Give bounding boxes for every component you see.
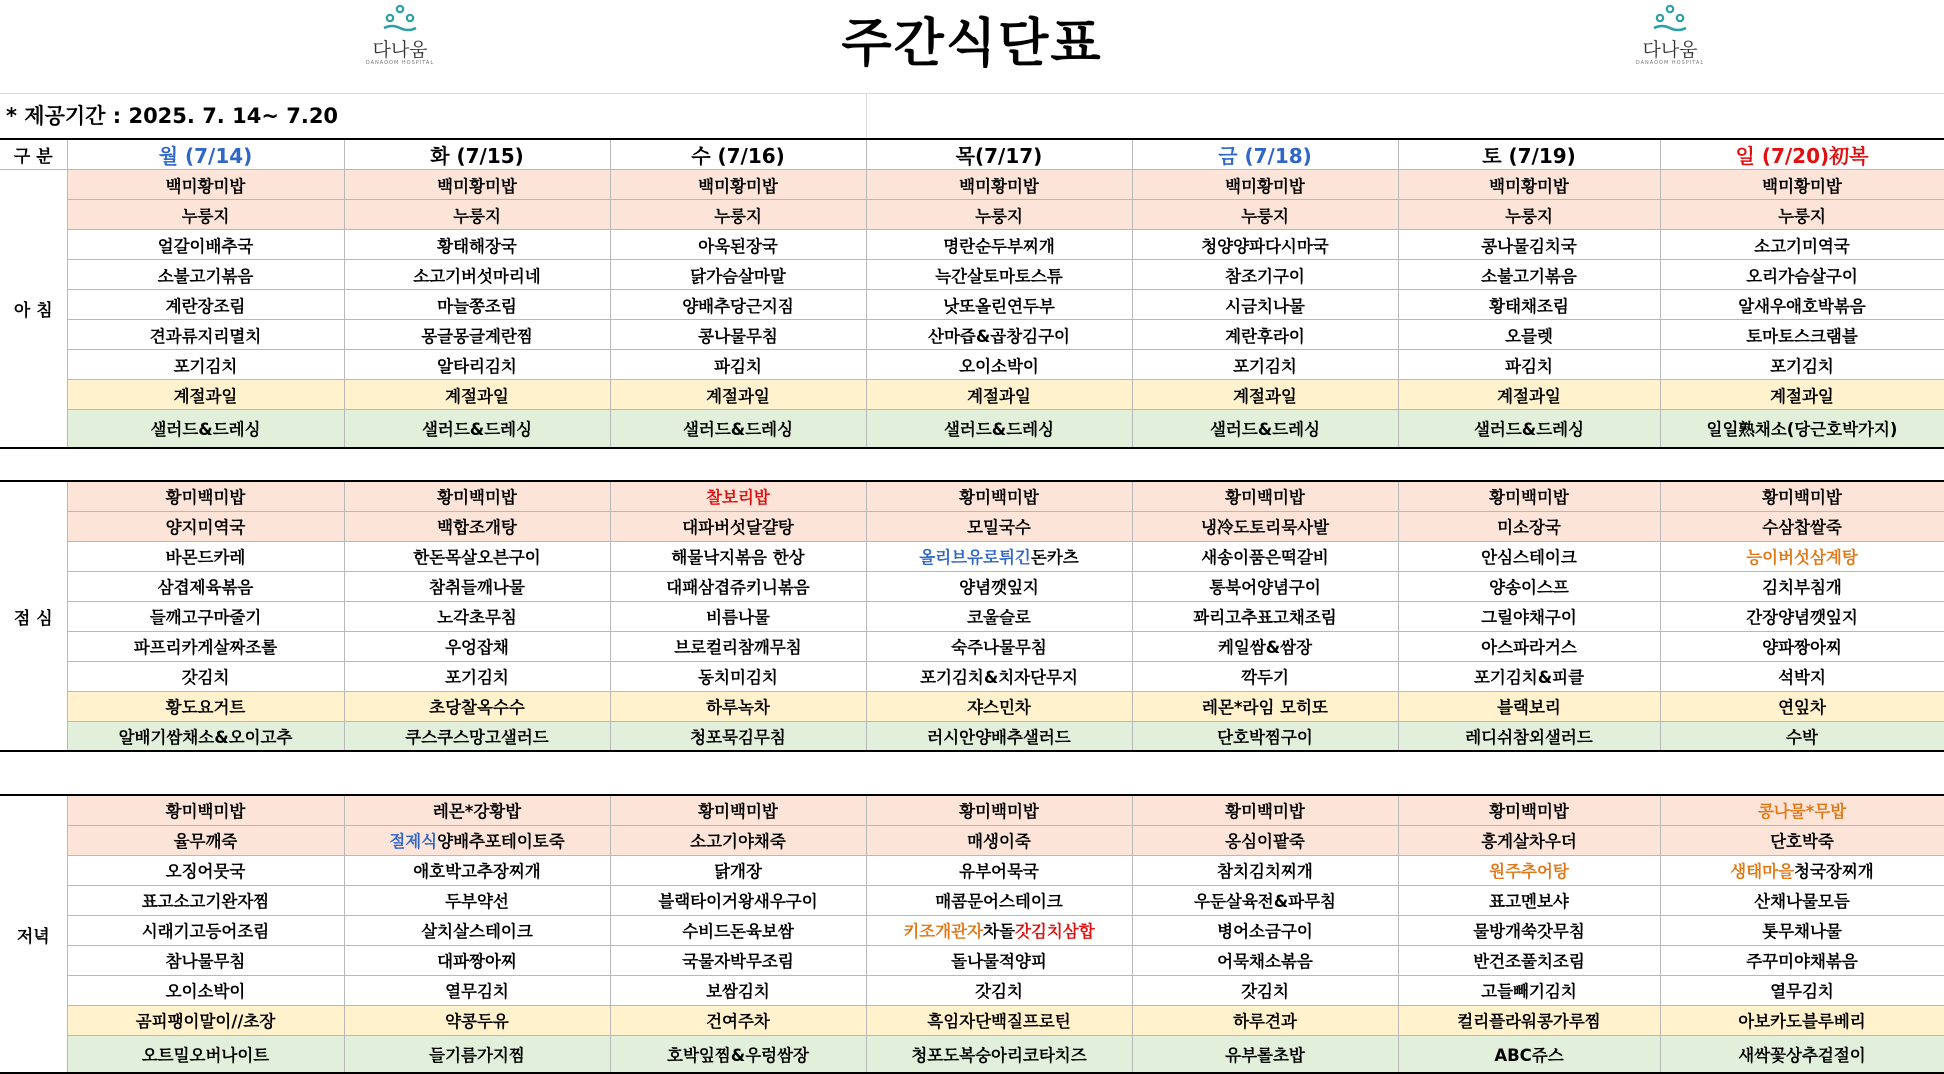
period-label: * 제공기간 : 2025. 7. 14~ 7.20 — [6, 104, 339, 128]
menu-cell — [1660, 855, 1944, 885]
menu-cell: 포기김치 — [344, 661, 610, 691]
menu-cell: 초당찰옥수수 — [344, 691, 610, 721]
menu-cell: 유부어묵국 — [866, 855, 1132, 885]
menu-row — [0, 795, 1944, 825]
day-header-text: 금 (7/18) — [1218, 144, 1312, 168]
menu-cell: 참조기구이 — [1132, 260, 1398, 290]
menu-cell: 모밀국수 — [866, 511, 1132, 541]
menu-cell: 컬리플라워콩가루찜 — [1398, 1005, 1660, 1035]
menu-cell: 미소장국 — [1398, 511, 1660, 541]
day-header-text: 화 (7/15) — [430, 144, 524, 168]
menu-cell: 건여주차 — [610, 1005, 866, 1035]
menu-row — [0, 320, 1944, 350]
menu-cell: 일일熟채소(당근호박가지) — [1660, 410, 1944, 448]
menu-cell: 주꾸미야채볶음 — [1660, 945, 1944, 975]
day-header-text: 토 (7/19) — [1482, 144, 1576, 168]
menu-row — [0, 631, 1944, 661]
menu-cell: 늑간살토마토스튜 — [866, 260, 1132, 290]
menu-cell: 계절과일 — [1398, 380, 1660, 410]
menu-cell: 알새우애호박볶음 — [1660, 290, 1944, 320]
menu-cell: 계절과일 — [67, 380, 344, 410]
menu-cell: 비름나물 — [610, 601, 866, 631]
menu-text-part: 원주추어탕 — [1489, 862, 1569, 881]
menu-cell: 황미백미밥 — [866, 481, 1132, 511]
menu-cell: 삼겹제육볶음 — [67, 571, 344, 601]
menu-cell: 산채나물모듬 — [1660, 885, 1944, 915]
menu-cell — [344, 825, 610, 855]
logo-name-en: DANAOOM HOSPITAL — [365, 60, 435, 66]
menu-cell: 누룽지 — [67, 200, 344, 230]
menu-cell: 노각초무침 — [344, 601, 610, 631]
menu-cell: 샐러드&드레싱 — [610, 410, 866, 448]
menu-cell: 청양양파다시마국 — [1132, 230, 1398, 260]
menu-row — [0, 170, 1944, 200]
menu-table-0 — [0, 138, 1944, 449]
menu-cell: 수비드돈육보쌈 — [610, 915, 866, 945]
menu-row — [0, 721, 1944, 751]
menu-cell: 유부롤초밥 — [1132, 1035, 1398, 1073]
header-row — [0, 139, 1944, 170]
menu-cell: 연잎차 — [1660, 691, 1944, 721]
menu-cell: 수박 — [1660, 721, 1944, 751]
menu-cell: 아욱된장국 — [610, 230, 866, 260]
menu-row — [0, 601, 1944, 631]
menu-cell: 포기김치 — [1660, 350, 1944, 380]
menu-cell: 양배추당근지짐 — [610, 290, 866, 320]
menu-cell: 물방개쑥갓무침 — [1398, 915, 1660, 945]
menu-cell: 누룽지 — [610, 200, 866, 230]
menu-cell: 계절과일 — [866, 380, 1132, 410]
menu-cell: 누룽지 — [344, 200, 610, 230]
menu-cell — [1398, 855, 1660, 885]
menu-cell — [866, 915, 1132, 945]
menu-row — [0, 855, 1944, 885]
menu-cell: 황도요거트 — [67, 691, 344, 721]
menu-cell: 안심스테이크 — [1398, 541, 1660, 571]
menu-cell: 황태채조림 — [1398, 290, 1660, 320]
day-header — [1398, 139, 1660, 170]
menu-cell: 황미백미밥 — [67, 795, 344, 825]
menu-cell: 양지미역국 — [67, 511, 344, 541]
menu-cell: 알타리김치 — [344, 350, 610, 380]
menu-cell: 참치김치찌개 — [1132, 855, 1398, 885]
menu-cell: 계란후라이 — [1132, 320, 1398, 350]
menu-cell: 블랙보리 — [1398, 691, 1660, 721]
day-header-text: 목(7/17) — [955, 144, 1043, 168]
menu-cell: 국물자박무조림 — [610, 945, 866, 975]
menu-cell: 마늘쫑조림 — [344, 290, 610, 320]
menu-cell: 몽글몽글계란찜 — [344, 320, 610, 350]
menu-cell: 코울슬로 — [866, 601, 1132, 631]
menu-cell: 오이소박이 — [67, 975, 344, 1005]
menu-cell: 우둔살육전&파무침 — [1132, 885, 1398, 915]
menu-cell: 열무김치 — [344, 975, 610, 1005]
menu-cell: 황미백미밥 — [1132, 481, 1398, 511]
menu-cell: 쿠스쿠스망고샐러드 — [344, 721, 610, 751]
menu-cell: 백미황미밥 — [1660, 170, 1944, 200]
meal-label: 아 침 — [0, 170, 67, 448]
menu-cell: 아보카도블루베리 — [1660, 1005, 1944, 1035]
menu-cell: 백미황미밥 — [67, 170, 344, 200]
menu-cell: 얼갈이배추국 — [67, 230, 344, 260]
menu-cell: 황미백미밥 — [1398, 481, 1660, 511]
menu-cell: 백미황미밥 — [610, 170, 866, 200]
menu-cell: 소고기미역국 — [1660, 230, 1944, 260]
menu-cell: 두부약선 — [344, 885, 610, 915]
menu-cell: 러시안양배추샐러드 — [866, 721, 1132, 751]
menu-row — [0, 915, 1944, 945]
menu-text-part: 콩나물*무밥 — [1757, 802, 1847, 822]
menu-cell: 포기김치&치자단무지 — [866, 661, 1132, 691]
menu-text-part: 청국장찌개 — [1794, 862, 1874, 881]
menu-cell: 대파짱아찌 — [344, 945, 610, 975]
category-header: 구 분 — [0, 139, 67, 170]
menu-cell: 오징어뭇국 — [67, 855, 344, 885]
menu-text-part: 키조개관자 — [903, 922, 984, 941]
menu-cell: 갓김치 — [866, 975, 1132, 1005]
divider — [866, 94, 867, 138]
menu-cell: 파김치 — [610, 350, 866, 380]
menu-cell: 양파짱아찌 — [1660, 631, 1944, 661]
menu-cell: 갓김치 — [67, 661, 344, 691]
menu-cell: 포기김치&피클 — [1398, 661, 1660, 691]
menu-cell: 오트밀오버나이트 — [67, 1035, 344, 1073]
menu-cell: 참취들깨나물 — [344, 571, 610, 601]
menu-cell: 고들빼기김치 — [1398, 975, 1660, 1005]
menu-cell — [866, 541, 1132, 571]
menu-cell: 꽈리고추표고채조림 — [1132, 601, 1398, 631]
day-header — [344, 139, 610, 170]
menu-cell: 흥게살차우더 — [1398, 825, 1660, 855]
menu-cell: 샐러드&드레싱 — [1132, 410, 1398, 448]
menu-cell: 갓김치 — [1132, 975, 1398, 1005]
menu-cell: 블랙타이거왕새우구이 — [610, 885, 866, 915]
menu-text-part: 양배추포테이토죽 — [437, 832, 565, 851]
menu-cell: 토마토스크램블 — [1660, 320, 1944, 350]
menu-cell: 톳무채나물 — [1660, 915, 1944, 945]
menu-cell: 대파버섯달걀탕 — [610, 511, 866, 541]
menu-cell: 율무깨죽 — [67, 825, 344, 855]
menu-row — [0, 541, 1944, 571]
menu-cell: 백미황미밥 — [866, 170, 1132, 200]
menu-cell: 계란장조림 — [67, 290, 344, 320]
menu-cell: 황태해장국 — [344, 230, 610, 260]
divider — [0, 93, 1944, 94]
menu-cell: 깍두기 — [1132, 661, 1398, 691]
menu-row — [0, 230, 1944, 260]
menu-row — [0, 825, 1944, 855]
day-header-text: (7/14) — [178, 144, 253, 168]
menu-cell: 한돈목살오븐구이 — [344, 541, 610, 571]
menu-text-part: 찰보리밥 — [706, 488, 770, 508]
menu-row — [0, 290, 1944, 320]
menu-cell: 콩나물김치국 — [1398, 230, 1660, 260]
menu-cell: 어묵채소볶음 — [1132, 945, 1398, 975]
menu-row — [0, 661, 1944, 691]
menu-cell: 병어소금구이 — [1132, 915, 1398, 945]
menu-cell: 오이소박이 — [866, 350, 1132, 380]
menu-row — [0, 691, 1944, 721]
menu-cell: 우엉잡채 — [344, 631, 610, 661]
menu-cell: 매생이죽 — [866, 825, 1132, 855]
menu-cell: 간장양념깻잎지 — [1660, 601, 1944, 631]
menu-cell: 김치부침개 — [1660, 571, 1944, 601]
menu-text-part: 능이버섯삼계탕 — [1746, 548, 1858, 567]
menu-cell: 옹심이팥죽 — [1132, 825, 1398, 855]
menu-row — [0, 1005, 1944, 1035]
menu-cell: 새송이품은떡갈비 — [1132, 541, 1398, 571]
menu-cell: 표고멘보샤 — [1398, 885, 1660, 915]
menu-table-2 — [0, 794, 1944, 1074]
menu-cell: 백미황미밥 — [1132, 170, 1398, 200]
menu-cell: 누룽지 — [866, 200, 1132, 230]
menu-cell: 계절과일 — [1660, 380, 1944, 410]
day-header-text: 월 — [158, 144, 179, 168]
menu-cell: 백합조개탕 — [344, 511, 610, 541]
menu-cell: 누룽지 — [1660, 200, 1944, 230]
menu-cell: 샐러드&드레싱 — [1398, 410, 1660, 448]
day-header — [67, 139, 344, 170]
menu-cell: 흑임자단백질프로틴 — [866, 1005, 1132, 1035]
menu-cell: 청포도복숭아리코타치즈 — [866, 1035, 1132, 1073]
menu-cell: 돌나물적양피 — [866, 945, 1132, 975]
menu-text-part: 차돌 — [983, 922, 1015, 941]
menu-cell: 누룽지 — [1398, 200, 1660, 230]
menu-cell: ABC쥬스 — [1398, 1035, 1660, 1073]
menu-row — [0, 350, 1944, 380]
menu-cell: 명란순두부찌개 — [866, 230, 1132, 260]
menu-cell: 계절과일 — [1132, 380, 1398, 410]
menu-row — [0, 260, 1944, 290]
menu-cell: 쟈스민차 — [866, 691, 1132, 721]
menu-cell: 브로컬리참깨무침 — [610, 631, 866, 661]
menu-text-part: 돈카츠 — [1030, 548, 1079, 567]
menu-cell: 소불고기볶음 — [1398, 260, 1660, 290]
menu-cell: 시금치나물 — [1132, 290, 1398, 320]
menu-cell: 알배기쌈채소&오이고추 — [67, 721, 344, 751]
menu-cell: 아스파라거스 — [1398, 631, 1660, 661]
menu-cell: 레몬*강황밥 — [344, 795, 610, 825]
menu-cell: 황미백미밥 — [344, 481, 610, 511]
menu-cell: 포기김치 — [67, 350, 344, 380]
menu-cell: 황미백미밥 — [1660, 481, 1944, 511]
menu-cell: 살치살스테이크 — [344, 915, 610, 945]
menu-cell: 산마즙&곱창김구이 — [866, 320, 1132, 350]
menu-cell: 해물낙지볶음 한상 — [610, 541, 866, 571]
menu-table-1 — [0, 480, 1944, 752]
menu-cell: 열무김치 — [1660, 975, 1944, 1005]
meal-label: 점 심 — [0, 481, 67, 751]
menu-cell: 보쌈김치 — [610, 975, 866, 1005]
menu-cell: 백미황미밥 — [344, 170, 610, 200]
day-header — [610, 139, 866, 170]
menu-cell: 들기름가지찜 — [344, 1035, 610, 1073]
menu-cell: 참나물무침 — [67, 945, 344, 975]
menu-row — [0, 945, 1944, 975]
page-title: 주간식단표 — [841, 14, 1103, 74]
menu-cell — [1660, 795, 1944, 825]
menu-cell: 매콤문어스테이크 — [866, 885, 1132, 915]
menu-cell: 냉冷도토리묵사발 — [1132, 511, 1398, 541]
menu-cell: 황미백미밥 — [67, 481, 344, 511]
menu-cell: 애호박고추장찌개 — [344, 855, 610, 885]
menu-cell: 들깨고구마줄기 — [67, 601, 344, 631]
menu-cell: 호박잎찜&우렁쌈장 — [610, 1035, 866, 1073]
menu-cell: 약콩두유 — [344, 1005, 610, 1035]
menu-cell: 바몬드카레 — [67, 541, 344, 571]
menu-cell — [1660, 541, 1944, 571]
menu-cell: 닭개장 — [610, 855, 866, 885]
menu-text-part: 올리브유로튀긴 — [919, 548, 1031, 567]
menu-cell: 황미백미밥 — [1398, 795, 1660, 825]
menu-cell: 석박지 — [1660, 661, 1944, 691]
menu-cell: 곰피팽이말이//초장 — [67, 1005, 344, 1035]
menu-cell: 단호박찜구이 — [1132, 721, 1398, 751]
menu-cell: 양념깻잎지 — [866, 571, 1132, 601]
menu-cell: 소고기버섯마리네 — [344, 260, 610, 290]
menu-cell: 케일쌈&쌈장 — [1132, 631, 1398, 661]
menu-cell — [610, 481, 866, 511]
menu-row — [0, 481, 1944, 511]
menu-cell: 숙주나물무침 — [866, 631, 1132, 661]
menu-cell: 하루녹차 — [610, 691, 866, 721]
logo-name-ko: 다나움 — [372, 39, 428, 61]
menu-cell: 양송이스프 — [1398, 571, 1660, 601]
logo-name-en: DANAOOM HOSPITAL — [1635, 60, 1705, 66]
meal-label: 저녁 — [0, 795, 67, 1073]
menu-cell: 황미백미밥 — [610, 795, 866, 825]
day-header-text: 수 (7/16) — [691, 144, 785, 168]
day-header — [866, 139, 1132, 170]
menu-cell: 레디쉬참외샐러드 — [1398, 721, 1660, 751]
day-header-text: 일 (7/20)初복 — [1735, 144, 1869, 168]
menu-row — [0, 410, 1944, 448]
menu-text-part: 생태마을 — [1730, 862, 1795, 881]
menu-cell: 포기김치 — [1132, 350, 1398, 380]
menu-cell: 백미황미밥 — [1398, 170, 1660, 200]
menu-cell: 레몬*라임 모히또 — [1132, 691, 1398, 721]
menu-cell: 파김치 — [1398, 350, 1660, 380]
menu-cell: 계절과일 — [344, 380, 610, 410]
menu-cell: 표고소고기완자찜 — [67, 885, 344, 915]
menu-text-part: 갓김치삼합 — [1014, 922, 1095, 941]
menu-cell: 샐러드&드레싱 — [866, 410, 1132, 448]
menu-cell: 황미백미밥 — [866, 795, 1132, 825]
menu-row — [0, 1035, 1944, 1073]
menu-cell: 콩나물무침 — [610, 320, 866, 350]
menu-cell: 파프리카게살짜조롤 — [67, 631, 344, 661]
menu-cell: 누룽지 — [1132, 200, 1398, 230]
day-header — [1132, 139, 1398, 170]
menu-cell: 새싹꽃상추겉절이 — [1660, 1035, 1944, 1073]
menu-cell: 청포묵김무침 — [610, 721, 866, 751]
menu-cell: 닭가슴살마말 — [610, 260, 866, 290]
menu-cell: 그릴야채구이 — [1398, 601, 1660, 631]
menu-cell: 대패삼겹쥬키니볶음 — [610, 571, 866, 601]
menu-cell: 샐러드&드레싱 — [67, 410, 344, 448]
menu-cell: 황미백미밥 — [1132, 795, 1398, 825]
day-header — [1660, 139, 1944, 170]
menu-cell: 단호박죽 — [1660, 825, 1944, 855]
menu-cell: 반건조풀치조림 — [1398, 945, 1660, 975]
menu-cell: 하루견과 — [1132, 1005, 1398, 1035]
logo-name-ko: 다나움 — [1642, 39, 1698, 61]
menu-cell: 샐러드&드레싱 — [344, 410, 610, 448]
menu-row — [0, 885, 1944, 915]
menu-cell: 소불고기볶음 — [67, 260, 344, 290]
menu-cell: 낫또올린연두부 — [866, 290, 1132, 320]
menu-row — [0, 511, 1944, 541]
menu-cell: 시래기고등어조림 — [67, 915, 344, 945]
menu-row — [0, 380, 1944, 410]
menu-text-part: 절제식 — [389, 832, 438, 851]
menu-cell: 소고기야채죽 — [610, 825, 866, 855]
menu-cell: 수삼찹쌀죽 — [1660, 511, 1944, 541]
menu-cell: 동치미김치 — [610, 661, 866, 691]
menu-row — [0, 200, 1944, 230]
menu-row — [0, 975, 1944, 1005]
menu-cell: 오리가슴살구이 — [1660, 260, 1944, 290]
menu-cell: 오믈렛 — [1398, 320, 1660, 350]
menu-cell: 계절과일 — [610, 380, 866, 410]
menu-cell: 견과류지리멸치 — [67, 320, 344, 350]
menu-cell: 통북어양념구이 — [1132, 571, 1398, 601]
menu-row — [0, 571, 1944, 601]
